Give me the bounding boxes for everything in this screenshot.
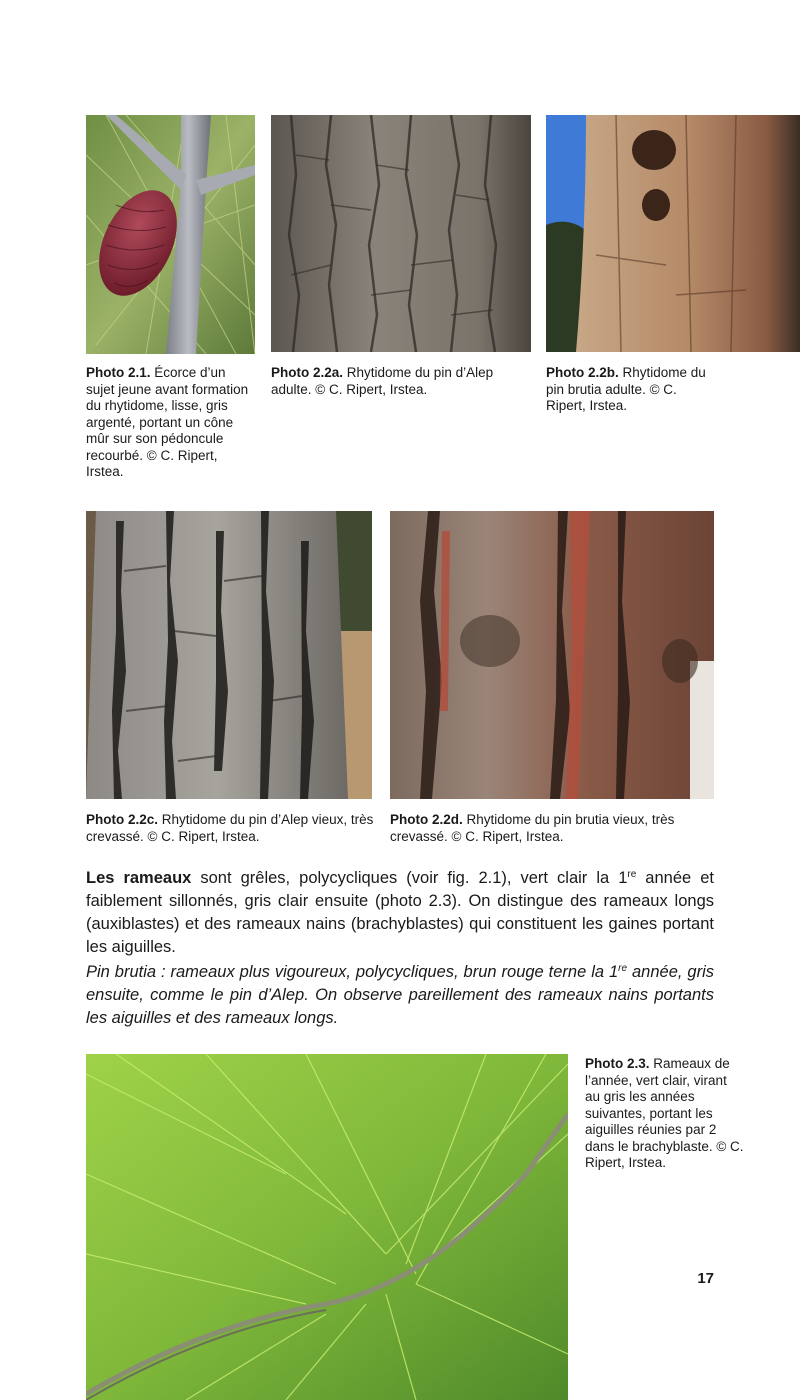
caption-photo-2-2b <box>546 365 706 415</box>
photo-2-2a <box>271 115 531 352</box>
term-les-rameaux: Les rameaux <box>86 869 192 887</box>
caption-text: Rhytidome du pin brutia vieux, très crevassé. © C. Ripert, Irstea. <box>390 812 675 844</box>
superscript: re <box>627 869 637 880</box>
caption-label: Photo 2.2c. <box>86 812 159 827</box>
caption-label: Photo 2.2a. <box>271 365 344 380</box>
caption-label: Photo 2.3. <box>585 1056 650 1071</box>
caption-photo-2-2d <box>390 812 710 845</box>
paragraph-text: année et faiblement sillonnés, gris clair ensuite (photo 2.3). On distingue des rameaux longs (auxiblastes) et des rameaux nains (brachyblastes) qui constituent les gaines portant les aiguilles. <box>86 869 714 956</box>
paragraph-text: sont grêles, polycycliques (voir fig. 2.1), vert clair la 1 <box>191 869 628 887</box>
body-paragraph-pin-brutia <box>86 961 714 1030</box>
paragraph-text: année, gris ensuite, comme le pin d’Alep. On observe pareillement des rameaux nains portants les aiguilles et des rameaux longs. <box>86 963 714 1027</box>
caption-text: Rhytidome du pin d’Alep adulte. © C. Ripert, Irstea. <box>271 365 494 397</box>
caption-text: Rameaux de l’année, vert clair, virant au gris les années suivantes, portant les aiguilles réunies par 2 dans le brachyblaste. © C. Ripert, Irstea. <box>585 1056 744 1170</box>
caption-label: Photo 2.1. <box>86 365 151 380</box>
body-paragraph-rameaux <box>86 867 714 959</box>
paragraph-text: Pin brutia : rameaux plus vigoureux, polycycliques, brun rouge terne la 1 <box>86 963 619 981</box>
caption-photo-2-2a <box>271 365 526 398</box>
caption-text: Écorce d’un sujet jeune avant formation du rhytidome, lisse, gris argenté, portant un cône mûr sur son pédoncule recourbé. © C. Ripert, Irstea. <box>86 365 249 479</box>
photo-2-2b <box>546 115 800 352</box>
caption-label: Photo 2.2d. <box>390 812 463 827</box>
superscript: re <box>618 963 628 974</box>
caption-photo-2-1 <box>86 365 254 481</box>
caption-photo-2-2c <box>86 812 376 845</box>
caption-text: Rhytidome du pin brutia adulte. © C. Ripert, Irstea. <box>546 365 706 413</box>
page-number: 17 <box>697 1270 714 1287</box>
caption-photo-2-3 <box>585 1056 745 1172</box>
photo-2-3 <box>86 1054 568 1400</box>
photo-2-2d <box>390 511 714 799</box>
caption-text: Rhytidome du pin d’Alep vieux, très crevassé. © C. Ripert, Irstea. <box>86 812 374 844</box>
photo-2-1 <box>86 115 255 354</box>
photo-2-2c <box>86 511 372 799</box>
caption-label: Photo 2.2b. <box>546 365 619 380</box>
